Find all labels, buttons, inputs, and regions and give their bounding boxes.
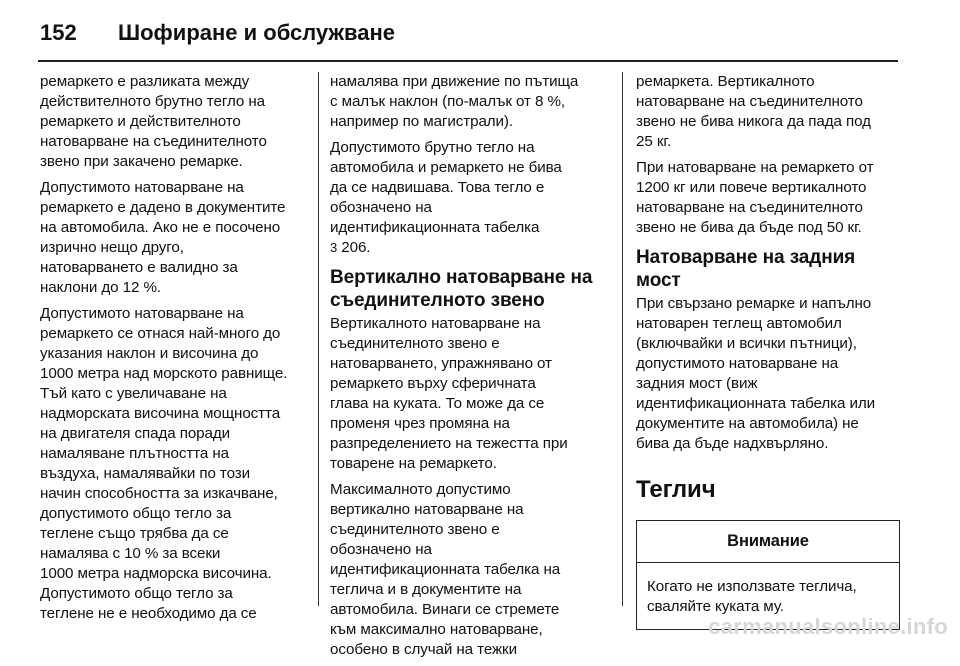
column-divider-2 bbox=[622, 72, 623, 606]
page-number: 152 bbox=[40, 20, 77, 45]
page-reference-icon: 3 bbox=[330, 240, 338, 255]
column-divider-1 bbox=[318, 72, 319, 606]
watermark: carmanualsonline.info bbox=[708, 614, 948, 639]
paragraph: ремаркето е разликата между действителното брутно тегло на ремаркето и действителното натоварване на съединителното звено при закачено ремарке. bbox=[40, 73, 267, 170]
chapter-heading: Теглич bbox=[636, 476, 716, 503]
warning-text: Когато не използвате теглича, сваляйте куката му. bbox=[647, 578, 857, 615]
page-title: Шофиране и обслужване bbox=[118, 20, 396, 45]
page-header bbox=[40, 12, 920, 54]
warning-title: Внимание bbox=[637, 521, 899, 563]
paragraph bbox=[330, 138, 596, 258]
section-heading: Натоварване на задния мост bbox=[636, 247, 856, 291]
paragraph-text: Допустимото брутно тегло на автомобила и ремаркето не бива да се надвишава. Това тегло е обозначено на идентификационната табелка bbox=[330, 139, 562, 236]
column-1 bbox=[40, 72, 306, 630]
paragraph: Максималното допустимо вертикално натоварване на съединителното звено е обозначено на идентификационната табелка на теглича и в документите на автомобила. Винаги се стремете към максимално натоварване, особено в случай на тежки bbox=[330, 481, 561, 658]
paragraph: При натоварване на ремаркето от 1200 кг или повече вертикалното натоварване на съединителното звено не бива да бъде под 50 кг. bbox=[636, 159, 874, 236]
paragraph: Вертикалното натоварване на съединителното звено е натоварването, упражнявано от ремаркето върху сферичната глава на куката. То може да се променя чрез промяна на разпределението на тежестта при товарене на ремаркето. bbox=[330, 315, 568, 472]
paragraph: При свързано ремарке и напълно натоварен теглещ автомобил (включвайки и всички пътници), допустимото натоварване на задния мост (виж идентификационната табелка или документите на автомобила) не бива да бъде надхвърляно. bbox=[636, 295, 876, 452]
page-reference-link[interactable]: 206. bbox=[341, 239, 371, 256]
column-3 bbox=[636, 72, 902, 630]
header-divider bbox=[38, 60, 898, 62]
column-2 bbox=[330, 72, 596, 666]
section-heading: Вертикално натоварване на съединителното звено bbox=[330, 267, 593, 311]
paragraph: Допустимото натоварване на ремаркето е дадено в документите на автомобила. Ако не е посочено изрично нещо друго, натоварването е валидно за наклони до 12 %. bbox=[40, 179, 286, 296]
paragraph: Допустимото натоварване на ремаркето се отнася най-много до указания наклон и височина до 1000 метра над морското равнище. Тъй като с увеличаване на надморската височина мощността на двигателя спада поради намаляване плътността на въздуха, намалявайки по този начин способността за изкачване, допустимото общо тегло за теглене също трябва да се намалява с 10 % за всеки 1000 метра надморска височина. Допустимото общо тегло за теглене не е необходимо да се bbox=[40, 305, 288, 622]
paragraph: намалява при движение по пътища с малък наклон (по-малък от 8 %, например по магистрали). bbox=[330, 73, 579, 130]
paragraph: ремаркета. Вертикалното натоварване на съединителното звено не бива никога да пада под 25 кг. bbox=[636, 73, 871, 150]
